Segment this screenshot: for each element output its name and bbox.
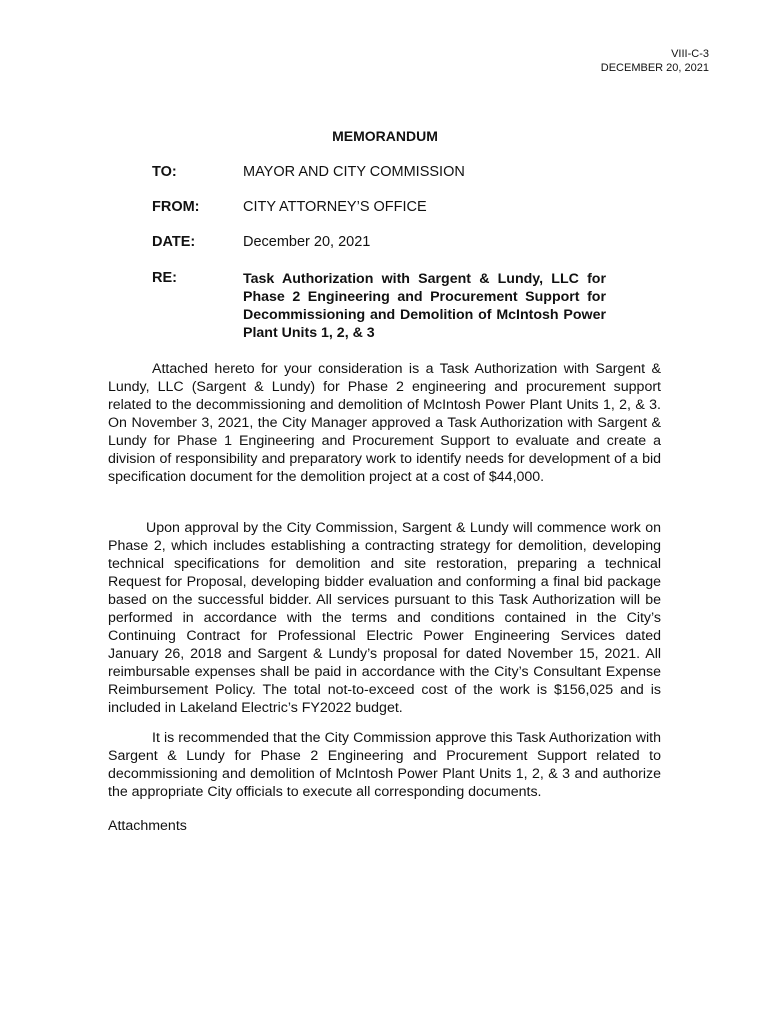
re-label: RE: [152, 270, 177, 286]
re-subject: Task Authorization with Sargent & Lundy, LLC for Phase 2 Engineering and Procurement Support for Decommissioning and Demolition of McIntosh Power Plant Units 1, 2, & 3 [243, 271, 606, 341]
paragraph-2-text: Upon approval by the City Commission, Sargent & Lundy will commence work on Phase 2, which includes establishing a contracting strategy for demolition, developing technical specifications for demolition and site restoration, preparing a technical Request for Proposal, developing bidder evaluation and conforming a final bid package based on the successful bidder. All services pursuant to this Task Authorization will be performed in accordance with the terms and conditions contained in the City’s Continuing Contract for Professional Electric Power Engineering Services dated January 26, 2018 and Sargent & Lundy’s proposal for dated November 15, 2021. All reimbursable expenses shall be paid in accordance with the City’s Consultant Expense Reimbursement Policy. The total not-to-exceed cost of the work is $156,025 and is included in Lakeland Electric’s FY2022 budget. [108, 520, 661, 716]
from-label: FROM: [152, 199, 200, 215]
paragraph-2 [108, 519, 661, 717]
paragraph-1-text: Attached hereto for your consideration is a Task Authorization with Sargent & Lundy, LLC (Sargent & Lundy) for Phase 2 engineering and procurement support related to the decommissioning and demolition of McIntosh Power Plant Units 1, 2, & 3. On November 3, 2021, the City Manager approved a Task Authorization with Sargent & Lundy for Phase 1 Engineering and Procurement Support to evaluate and create a division of responsibility and preparatory work to identify needs for development of a bid specification document for the demolition project at a cost of $44,000. [108, 361, 661, 485]
header-date: DECEMBER 20, 2021 [600, 62, 709, 74]
from-value: CITY ATTORNEY’S OFFICE [243, 199, 427, 215]
agenda-item-number: VIII-C-3 [671, 48, 709, 60]
paragraph-1 [108, 360, 661, 486]
document-reference [601, 47, 709, 75]
to-label: TO: [152, 164, 177, 180]
to-value: MAYOR AND CITY COMMISSION [243, 164, 465, 180]
paragraph-3-text: It is recommended that the City Commission approve this Task Authorization with Sargent & Lundy for Phase 2 Engineering and Procurement Support related to decommissioning and demolition of McIntosh Power Plant Units 1, 2, & 3 and authorize the appropriate City officials to execute all corresponding documents. [108, 730, 661, 800]
date-value: December 20, 2021 [243, 234, 371, 250]
date-label: DATE: [152, 234, 196, 250]
paragraph-3 [108, 729, 661, 801]
attachments-label: Attachments [108, 818, 187, 834]
memo-title: MEMORANDUM [332, 128, 438, 144]
